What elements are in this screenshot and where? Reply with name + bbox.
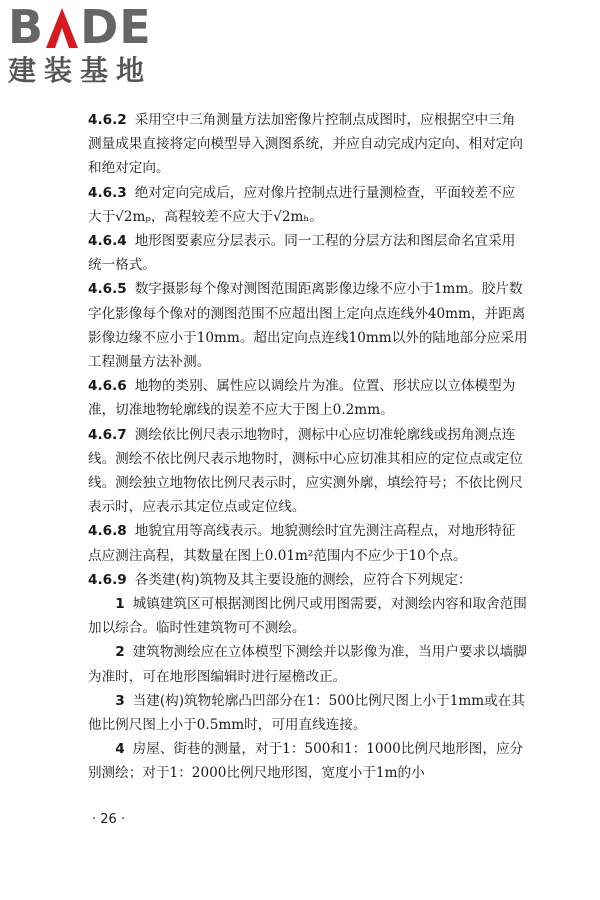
clause-4-6-5 [88, 277, 528, 374]
clause-text: 测绘依比例尺表示地物时，测标中心应切准轮廓线或拐角测点连线。测绘不依比例尺表示地物时，测标中心应切准其相应的定位点或定位线。测绘独立地物依比例尺表示时，应实测外廓，填绘符号；不依比例尺表示时，应表示其定位点或定位线。 [88, 426, 523, 516]
logo-letter-b: B [8, 0, 45, 54]
item-number: 3 [115, 692, 125, 709]
bade-logo [8, 0, 183, 94]
clause-4-6-9 [88, 568, 528, 592]
item-number: 1 [115, 596, 125, 613]
document-body [88, 108, 528, 786]
clause-text: 采用空中三角测量方法加密像片控制点成图时，应根据空中三角测量成果直接将定向模型导入测图系统，并应自动完成内定向、相对定向和绝对定向。 [88, 112, 523, 177]
clause-text: 地物的类别、属性应以调绘片为准。位置、形状应以立体模型为准，切准地物轮廓线的误差不应大于图上0.2mm。 [88, 378, 516, 419]
clause-number: 4.6.3 [88, 184, 127, 201]
item-text: 建筑物测绘应在立体模型下测绘并以影像为准，当用户要求以墙脚为准时，可在地形图编辑时进行屋檐改正。 [88, 644, 527, 685]
clause-number: 4.6.2 [88, 112, 127, 128]
page-number: · 26 · [92, 812, 126, 827]
clause-number: 4.6.7 [88, 426, 127, 443]
logo-wordmark [8, 0, 183, 54]
item-text: 当建(构)筑物轮廓凸凹部分在1：500比例尺图上小于1mm或在其他比例尺图上小于0.5mm时，可用直线连接。 [88, 692, 525, 734]
clause-number: 4.6.6 [88, 378, 127, 395]
clause-number: 4.6.9 [88, 571, 127, 588]
clause-4-6-3 [88, 181, 528, 229]
clause-text: 地貌宜用等高线表示。地貌测绘时宜先测注高程点，对地形特征点应测注高程，其数量在图上0.01m²范围内不应少于10个点。 [88, 523, 516, 564]
clause-4-6-6 [88, 374, 528, 422]
item-text: 城镇建筑区可根据测图比例尺或用图需要，对测绘内容和取舍范围加以综合。临时性建筑物可不测绘。 [88, 596, 527, 637]
clause-4-6-4 [88, 229, 528, 277]
clause-4-6-2 [88, 108, 528, 181]
logo-letters-de: DE [80, 0, 152, 54]
clause-text: 数字摄影每个像对测图范围距离影像边缘不应小于1mm。胶片数字化影像每个像对的测图范围不应超出图上定向点连线外40mm，并距离影像边缘不应小于10mm。超出定向点连线10mm以外的陆地部分应采用工程测量方法补测。 [88, 281, 528, 371]
logo-subtitle: 建装基地 [8, 54, 153, 87]
clause-4-6-8 [88, 519, 528, 567]
clause-number: 4.6.8 [88, 523, 127, 540]
clause-4-6-7 [88, 423, 528, 520]
clause-number: 4.6.4 [88, 233, 127, 250]
item-number: 2 [115, 644, 125, 661]
list-item [88, 737, 528, 785]
clause-text: 绝对定向完成后，应对像片控制点进行量测检查，平面较差不应大于√2mₚ，高程较差不应大于√2mₕ。 [88, 184, 516, 225]
list-item [88, 689, 528, 737]
clause-text: 地形图要素应分层表示。同一工程的分层方法和图层命名宜采用统一格式。 [88, 233, 516, 274]
logo-a-triangle-icon [44, 6, 80, 50]
clause-text: 各类建(构)筑物及其主要设施的测绘，应符合下列规定： [134, 571, 472, 588]
list-item [88, 640, 528, 688]
list-item [88, 592, 528, 640]
logo-letter-a-mark [44, 4, 80, 50]
clause-number: 4.6.5 [88, 281, 127, 298]
item-number: 4 [115, 741, 125, 758]
item-text: 房屋、街巷的测量，对于1：500和1：1000比例尺地形图，应分别测绘；对于1：2000比例尺地形图，宽度小于1m的小 [88, 741, 524, 782]
